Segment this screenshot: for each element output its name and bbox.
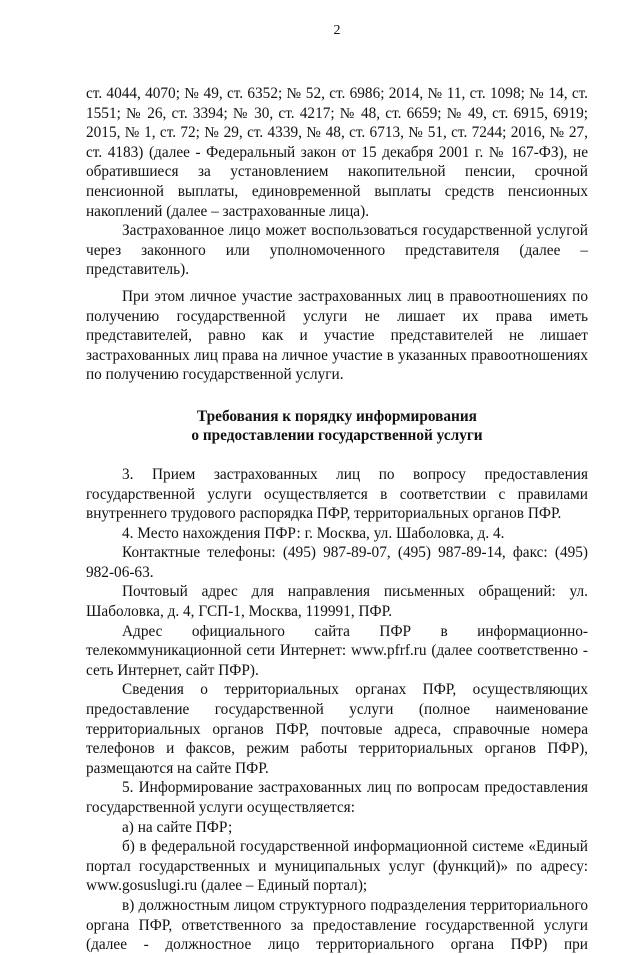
paragraph-item-4-location: 4. Место нахождения ПФР: г. Москва, ул. Шаболовка, д. 4. [122,524,505,542]
paragraph-item-5: 5. Информирование застрахованных лиц по вопросам предоставления государственной услуги осуществляется: [86,779,588,816]
list-item-v: в) должностным лицом структурного подразделения территориального органа ПФР, ответственного за предоставление государственной услуги (далее - должностное лицо территориального органа ПФР) при [86,896,588,954]
document-page [86,22,588,955]
paragraph-legal-references: ст. 4044, 4070; № 49, ст. 6352; № 52, ст. 6986; 2014, № 11, ст. 1098; № 14, ст. 1551; № 26, ст. 3394; № 30, ст. 4217; № 48, ст. 6659; № 49, ст. 6915, 6919; 2015, № 1, ст. 72; № 29, ст. 4339, № 48, ст. 6713, № 51, ст. 7244; 2016, № 27, ст. 4183) (далее - Федеральный закон от 15 декабря 2001 г. № 167-ФЗ), не обратившиеся за установлением накопительной пенсии, срочной пенсионной выплаты, единовременной выплаты средств пенсионных накоплений (далее – застрахованные лица). [86,85,588,220]
section-heading [86,407,588,445]
paragraph-postal-address: Почтовый адрес для направления письменных обращений: ул. Шаболовка, д. 4, ГСП-1, Москва, 119991, ПФР. [86,583,588,621]
list-item-a: а) на сайте ПФР; [122,818,233,836]
paragraph-contact-phones: Контактные телефоны: (495) 987-89-07, (495) 987-89-14, факс: (495) 982-06-63. [86,544,588,581]
paragraph-territorial-bodies: Сведения о территориальных органах ПФР, осуществляющих предоставление государственной услуги (полное наименование территориальных органов ПФР, почтовые адреса, справочные номера телефонов и факсов, режим работы территориальных органов ПФР), размещаются на сайте ПФР. [86,681,588,777]
paragraph-website-address: Адрес официального сайта ПФР в информационно-телекоммуникационной сети Интернет: www.pfrf.ru (далее соответственно - сеть Интернет, сайт ПФР). [86,622,588,679]
paragraph-representative: Застрахованное лицо может воспользоваться государственной услугой через законного или уполномоченного представителя (далее – представитель). [86,222,588,279]
paragraph-personal-participation: При этом личное участие застрахованных лиц в правоотношениях по получению государственной услуги не лишает их права иметь представителей, равно как и участие представителей не лишает застрахованных лиц права на личное участие в указанных правоотношениях по получению государственной услуги. [86,287,588,384]
heading-line-1: Требования к порядку информирования [197,407,477,425]
list-item-b: б) в федеральной государственной информационной системе «Единый портал государственных и муниципальных услуг (функций)» по адресу: www.gosuslugi.ru (далее – Единый портал); [86,838,588,895]
paragraph-item-3: 3. Прием застрахованных лиц по вопросу предоставления государственной услуги осуществляется в соответствии с правилами внутреннего трудового распорядка ПФР, территориальных органов ПФР. [86,465,588,523]
page-number: 2 [333,23,341,38]
heading-line-2: о предоставлении государственной услуги [191,426,483,444]
